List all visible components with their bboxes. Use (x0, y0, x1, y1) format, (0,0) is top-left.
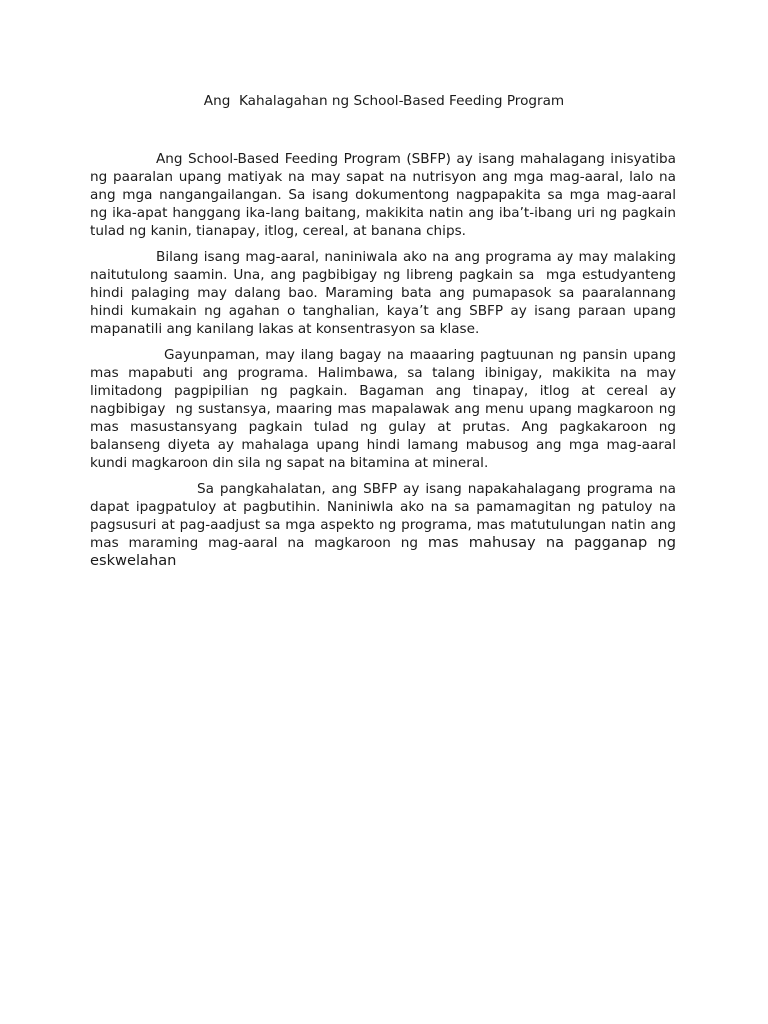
conclusion-ending: mas mahusay na pagganap ng eskwelahan (90, 534, 681, 569)
document-title: Ang Kahalagahan ng School-Based Feeding Program (203, 93, 565, 109)
paragraph-benefits: Bilang isang mag-aaral, naniniwala ako na ang programa ay may malaking naitutulong saamin. Una, ang pagbibigay ng libreng pagkain sa mga estudyanteng hindi palaging may dalang bao. Maraming bata ang pumapasok sa paaralannang hindi kumakain ng agahan o tanghalian, kaya’t ang SBFP ay isang paraan upang mapanatili ang kanilang lakas at konsentrasyon sa klase. (90, 249, 681, 337)
conclusion-text: Sa pangkahalatan, ang SBFP ay isang napakahalagang programa na dapat ipagpatuloy at pagbutihin. Naniniwla ako na sa pamamagitan ng patuloy na pagsusuri at pag-aadjust sa mga aspekto ng programa, mas matutulungan natin ang mas maraming mag-aaral na magkaroon ng (90, 481, 681, 551)
paragraph-improvements: Gayunpaman, may ilang bagay na maaaring pagtuunan ng pansin upang mas mapabuti ang programa. Halimbawa, sa talang ibinigay, makikita na may limitadong pagpipilian ng pagkain. Bagaman ang tinapay, itlog at cereal ay nagbibigay ng sustansya, maaring mas mapalawak ang menu upang magkaroon ng mas masustansyang pagkain tulad ng gulay at prutas. Ang pagkakaroon ng balanseng diyeta ay mahalaga upang hindi lamang mabusog ang mga mag-aaral kundi magkaroon din sila ng sapat na bitamina at mineral. (90, 347, 681, 471)
paragraph-conclusion (90, 480, 681, 570)
paragraph-introduction: Ang School-Based Feeding Program (SBFP) ay isang mahalagang inisyatiba ng paaralan upang matiyak na may sapat na nutrisyon ang mga mag-aaral, lalo na ang mga nangangailangan. Sa isang dokumentong nagpapakita sa mga mag-aaral ng ika-apat hanggang ika-lang baitang, makikita natin ang iba’t-ibang uri ng pagkain tulad ng kanin, tianapay, itlog, cereal, at banana chips. (90, 151, 681, 239)
document-body (90, 150, 681, 578)
